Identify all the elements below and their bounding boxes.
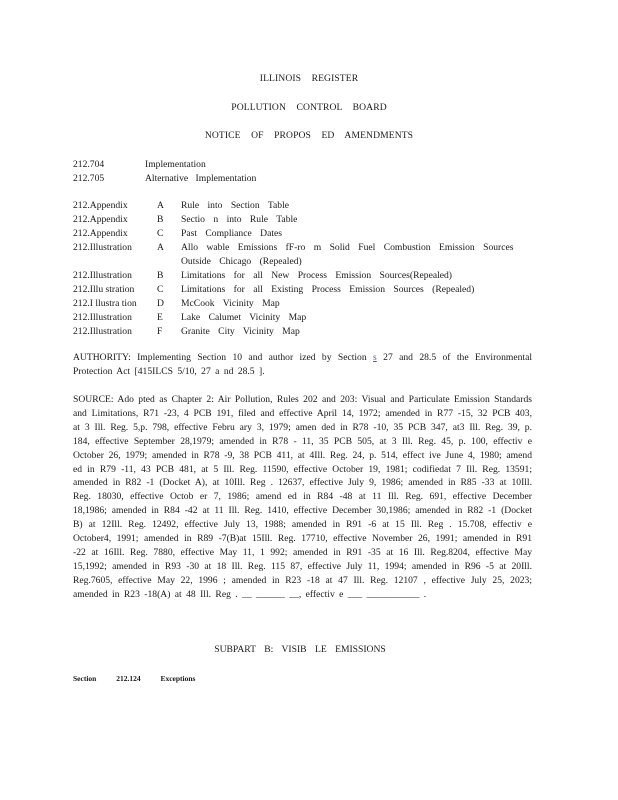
appendix-number: 212.Appendix [73, 200, 128, 211]
appendix-row [73, 311, 533, 325]
appendix-letter: C [157, 228, 164, 239]
appendix-title: Limitations for all New Process Emission Sources(Repealed) [181, 270, 452, 281]
authority-text-start: AUTHORITY: Implementing Section 10 and author ized by Section [73, 352, 374, 363]
appendix-number: 212.Illustration [73, 312, 132, 323]
appendix-letter: A [157, 242, 164, 253]
appendix-row [73, 283, 533, 297]
appendix-number: 212.Appendix [73, 228, 128, 239]
section-row [73, 158, 533, 172]
appendix-title-multiline [181, 241, 533, 269]
appendix-title: Limitations for all Existing Process Emission Sources (Repealed) [181, 284, 475, 295]
subpart-heading: SUBPART B: VISIB LE EMISSIONS [214, 644, 386, 655]
appendix-letter: C [157, 284, 164, 295]
section-heading [73, 674, 195, 685]
appendix-letter: D [157, 298, 164, 309]
appendix-title: Sectio n into Rule Table [181, 214, 298, 225]
appendix-title: Rule into Section Table [181, 200, 290, 211]
appendix-row [73, 227, 533, 241]
section-list [73, 158, 533, 186]
authority-paragraph [73, 351, 532, 379]
appendix-letter: F [157, 326, 163, 337]
section-number: 212.705 [73, 173, 105, 184]
appendix-row [73, 325, 533, 339]
authority-link[interactable]: s [373, 352, 377, 363]
appendix-row [73, 241, 533, 269]
appendix-letter: B [157, 270, 164, 281]
appendix-row [73, 269, 533, 283]
appendix-title: Granite City Vicinity Map [181, 326, 300, 337]
section-label: Section [73, 674, 97, 683]
appendix-number: 212.Illustration [73, 270, 132, 281]
section-number: 212.704 [73, 159, 105, 170]
section-row [73, 172, 533, 186]
appendix-title: McCook Vicinity Map [181, 298, 280, 309]
appendix-number: 212.Illustration [73, 326, 132, 337]
appendix-number: 212.I llustra tion [73, 298, 137, 309]
appendix-letter: E [157, 312, 163, 323]
notice-title: NOTICE OF PROPOS ED AMENDMENTS [204, 130, 414, 141]
appendix-letter: A [157, 200, 164, 211]
appendix-title: Past Compliance Dates [181, 228, 282, 239]
section-title: Implementation [145, 159, 206, 170]
section-number: 212.124 [116, 674, 141, 683]
appendix-title: Allo wable Emissions fF-ro m Solid Fuel Combustion Emission Sources [181, 242, 514, 253]
appendix-row [73, 213, 533, 227]
appendix-number: 212.Appendix [73, 214, 128, 225]
source-paragraph: SOURCE: Ado pted as Chapter 2: Air Pollution, Rules 202 and 203: Visual and Particulate Emission Standards and Limitations, R71 -23, 4 PCB 191, filed and effective April 14, 1972; amended in R77 -15, 32 PCB 403, at 3 Ill. Reg. 5,p. 798, effective Febru ary 3, 1979; amen ded in R78 -10, 35 PCB 347, at3 Ill. Reg. 39, p. 184, effective September 28,1979; amended in R78 - 11, 35 PCB 505, at 3 Ill. Reg. 45, p. 100, effectiv e October 26, 1979; amended in R78 -9, 38 PCB 411, at 4Ill. Reg. 24, p. 514, effect ive June 4, 1980; amend ed in R79 -11, 43 PCB 481, at 5 Ill. Reg. 11590, effective October 19, 1981; codifiedat 7 Ill. Reg. 13591; amended in R82 -1 (Docket A), at 10Ill. Reg . 12637, effective July 9, 1986; amended in R85 -33 at 10Ill. Reg. 18030, effective Octob er 7, 1986; amend ed in R84 -48 at 11 Ill. Reg. 691, effective December 18,1986; amended in R84 -42 at 11 Ill. Reg. 1410, effective December 30,1986; amended in R82 -1 (Docket B) at 12Ill. Reg. 12492, effective July 13, 1988; amended in R91 -6 at 15 Ill. Reg . 15.708, effectiv e October4, 1991; amended in R89 -7(B)at 15Ill. Reg. 17710, effective November 26, 1991; amended in R91 -22 at 16Ill. Reg. 7880, effective May 11, 1 992; amended in R91 -35 at 16 Ill. Reg.8204, effective May 15,1992; amended in R93 -30 at 18 Ill. Reg. 115 87, effective July 11, 1994; amended in R96 -5 at 20Ill. Reg.7605, effective May 22, 1996 ; amended in R23 -18 at 47 Ill. Reg. 12107 , effective July 25, 2023; amended in R23 -18(A) at 48 Ill. Reg . __ ______ __, effectiv e ___ ___________ . [73, 394, 532, 600]
appendix-title-continuation: Outside Chicago (Repealed) [181, 256, 302, 267]
section-title: Exceptions [160, 674, 196, 683]
authority-text-end: 27 and 28.5 of the Environmental Protection Act [415ILCS 5/10, 27 a nd 28.5 ]. [73, 352, 532, 377]
appendix-list [73, 199, 533, 339]
appendix-number: 212.Illustration [73, 242, 132, 253]
appendix-letter: B [157, 214, 164, 225]
appendix-title: Lake Calumet Vicinity Map [181, 312, 307, 323]
section-title: Alternative Implementation [145, 173, 257, 184]
appendix-number: 212.Illu stration [73, 284, 135, 295]
appendix-row [73, 297, 533, 311]
board-title: POLLUTION CONTROL BOARD [231, 102, 387, 113]
appendix-row [73, 199, 533, 213]
register-title: ILLINOIS REGISTER [259, 73, 359, 84]
